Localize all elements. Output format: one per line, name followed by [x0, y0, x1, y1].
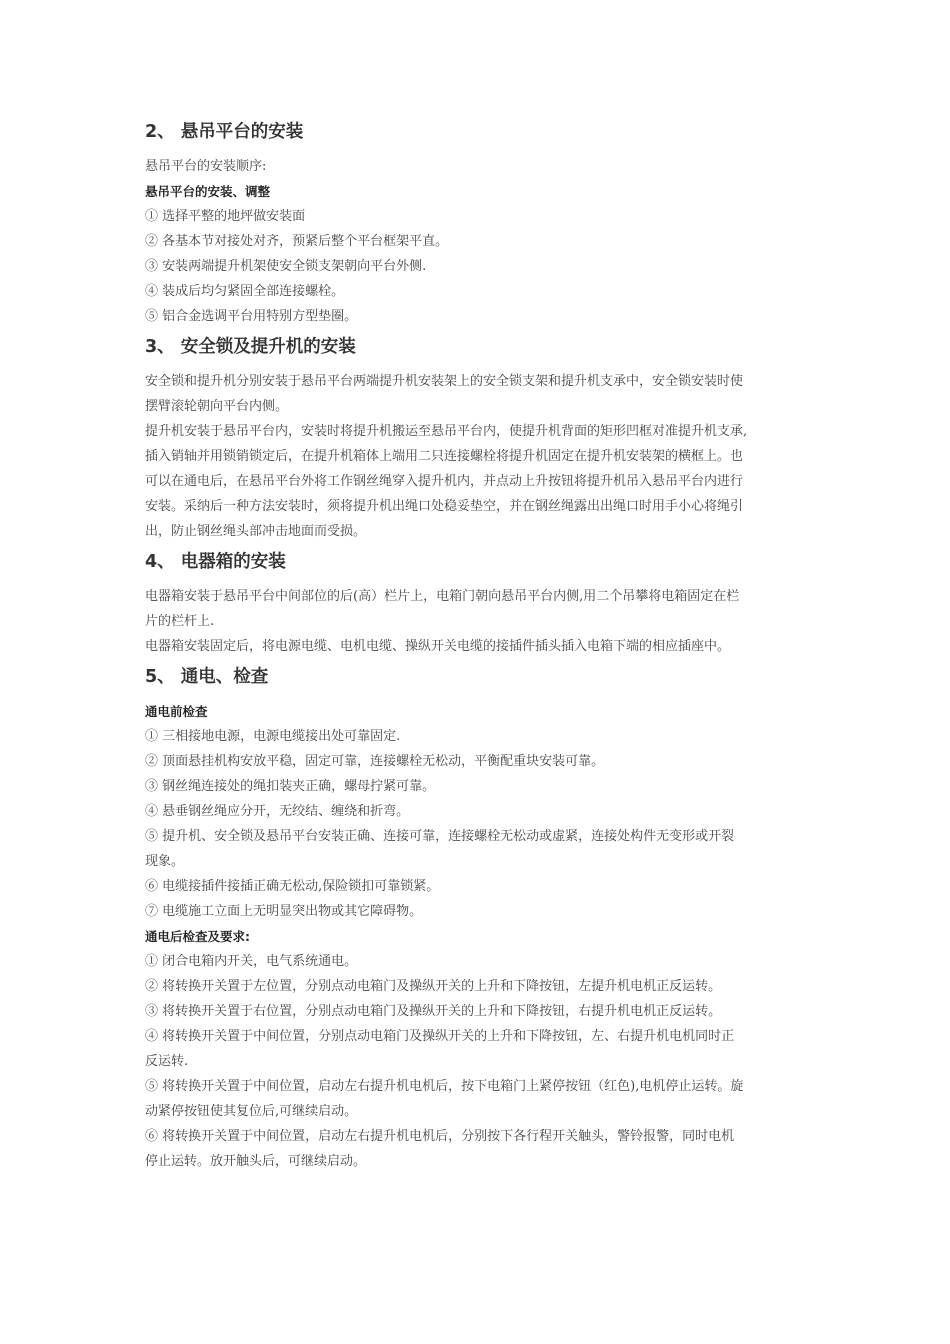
paragraph-line: 安装。采纳后一种方法安装时，须将提升机出绳口处稳妥垫空，并在钢丝绳露出出绳口时用手小心将绳引 [145, 499, 744, 514]
paragraph-line: 安全锁和提升机分别安装于悬吊平台两端提升机安装架上的安全锁支架和提升机支承中，安全锁安装时使 [145, 374, 744, 389]
list-item: ⑤ 提升机、安全锁及悬吊平台安装正确、连接可靠，连接螺栓无松动或虚紧，连接处构件无变形或开裂 [145, 829, 735, 844]
list-item: ⑤ 将转换开关置于中间位置，启动左右提升机电机后，按下电箱门上紧停按钮（红色),电机停止运转。旋 [145, 1079, 744, 1094]
paragraph-line: 摆臂滚轮朝向平台内侧。 [145, 399, 289, 414]
list-item: 现象。 [145, 854, 185, 869]
section-2-subheading: 悬吊平台的安装、调整 [145, 184, 271, 199]
paragraph-line: 插入销轴并用锁销锁定后，在提升机箱体上端用二只连接螺栓将提升机固定在提升机安装架的横框上。也 [145, 449, 744, 464]
section-3-heading: 3、 安全锁及提升机的安装 [145, 337, 356, 357]
section-5-heading: 5、 通电、检查 [145, 667, 269, 687]
list-item: ③ 将转换开关置于右位置，分别点动电箱门及操纵开关的上升和下降按钮，右提升机电机正反运转。 [145, 1004, 722, 1019]
list-item: ④ 悬垂钢丝绳应分开，无绞结、缠绕和折弯。 [145, 804, 410, 819]
list-item: ① 选择平整的地坪做安装面 [145, 209, 306, 224]
paragraph-line: 片的栏杆上. [145, 614, 215, 629]
list-item: ④ 将转换开关置于中间位置，分别点动电箱门及操纵开关的上升和下降按钮，左、右提升机电机同时正 [145, 1029, 735, 1044]
paragraph-line: 提升机安装于悬吊平台内，安装时将提升机搬运至悬吊平台内，使提升机背面的矩形凹框对准提升机支承, [145, 424, 748, 439]
section-2-intro: 悬吊平台的安装顺序: [145, 159, 267, 174]
list-item: ② 各基本节对接处对齐，预紧后整个平台框架平直。 [145, 234, 449, 249]
section-2-heading: 2、 悬吊平台的安装 [145, 122, 304, 142]
pre-power-check-title: 通电前检查 [145, 704, 208, 719]
list-item: ② 将转换开关置于左位置，分别点动电箱门及操纵开关的上升和下降按钮，左提升机电机正反运转。 [145, 979, 722, 994]
paragraph-line: 电器箱安装固定后，将电源电缆、电机电缆、操纵开关电缆的接插件插头插入电箱下端的相应插座中。 [145, 639, 731, 654]
list-item: 停止运转。放开触头后，可继续启动。 [145, 1154, 367, 1169]
list-item: 反运转. [145, 1054, 189, 1069]
list-item: ⑦ 电缆施工立面上无明显突出物或其它障碍物。 [145, 904, 423, 919]
post-power-check-title: 通电后检查及要求: [145, 929, 250, 944]
section-4-heading: 4、 电器箱的安装 [145, 552, 286, 572]
list-item: ③ 钢丝绳连接处的绳扣装夹正确，螺母拧紧可靠。 [145, 779, 436, 794]
list-item: ① 三相接地电源，电源电缆接出处可靠固定. [145, 729, 401, 744]
paragraph-line: 电器箱安装于悬吊平台中间部位的后(高）栏片上，电箱门朝向悬吊平台内侧,用二个吊攀将电箱固定在栏 [145, 589, 740, 604]
list-item: ⑥ 电缆接插件接插正确无松动,保险锁扣可靠锁紧。 [145, 879, 440, 894]
list-item: ① 闭合电箱内开关，电气系统通电。 [145, 954, 358, 969]
document-page [145, 120, 815, 1174]
paragraph-line: 出，防止钢丝绳头部冲击地面而受损。 [145, 524, 367, 539]
list-item: 动紧停按钮使其复位后,可继续启动。 [145, 1104, 358, 1119]
list-item: ⑥ 将转换开关置于中间位置，启动左右提升机电机后，分别按下各行程开关触头，警铃报警，同时电机 [145, 1129, 735, 1144]
list-item: ⑤ 铝合金选调平台用特别方型垫圈。 [145, 309, 358, 324]
list-item: ③ 安装两端提升机架使安全锁支架朝向平台外侧. [145, 259, 427, 274]
paragraph-line: 可以在通电后，在悬吊平台外将工作钢丝绳穿入提升机内，并点动上升按钮将提升机吊入悬吊平台内进行 [145, 474, 744, 489]
list-item: ② 顶面悬挂机构安放平稳，固定可靠，连接螺栓无松动，平衡配重块安装可靠。 [145, 754, 605, 769]
list-item: ④ 装成后均匀紧固全部连接螺栓。 [145, 284, 345, 299]
